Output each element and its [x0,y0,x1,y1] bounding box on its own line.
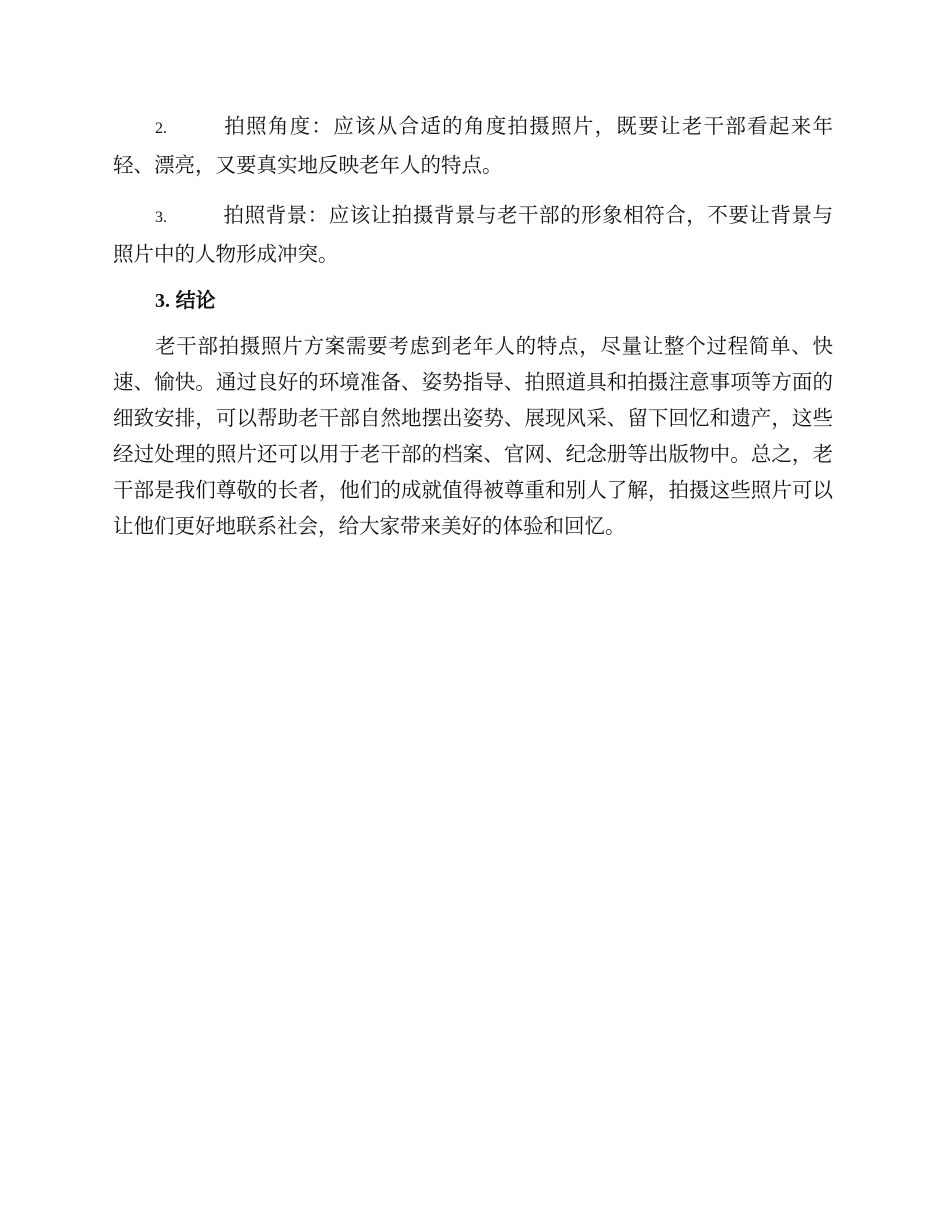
conclusion-paragraph: 老干部拍摄照片方案需要考虑到老年人的特点，尽量让整个过程简单、快速、愉快。通过良好的环境准备、姿势指导、拍照道具和拍摄注意事项等方面的细致安排，可以帮助老干部自然地摆出姿势、展现风采、留下回忆和遗产，这些经过处理的照片还可以用于老干部的档案、官网、纪念册等出版物中。总之，老干部是我们尊敬的长者，他们的成就值得被尊重和别人了解，拍摄这些照片可以让他们更好地联系社会，给大家带来美好的体验和回忆。 [113,334,833,538]
list-item-number: 3. [155,209,167,226]
list-item-angle [113,108,833,183]
list-item-text: 拍照角度：应该从合适的角度拍摄照片，既要让老干部看起来年轻、漂亮，又要真实地反映老年人的特点。 [113,114,833,177]
document-body [113,108,833,544]
section-number: 3. [155,290,170,312]
list-item-background [113,197,833,272]
list-item-text: 拍照背景：应该让拍摄背景与老干部的形象相符合，不要让背景与照片中的人物形成冲突。 [113,203,833,266]
section-heading [113,286,833,316]
section-title: 结论 [175,290,216,312]
list-item-number: 2. [155,120,167,137]
